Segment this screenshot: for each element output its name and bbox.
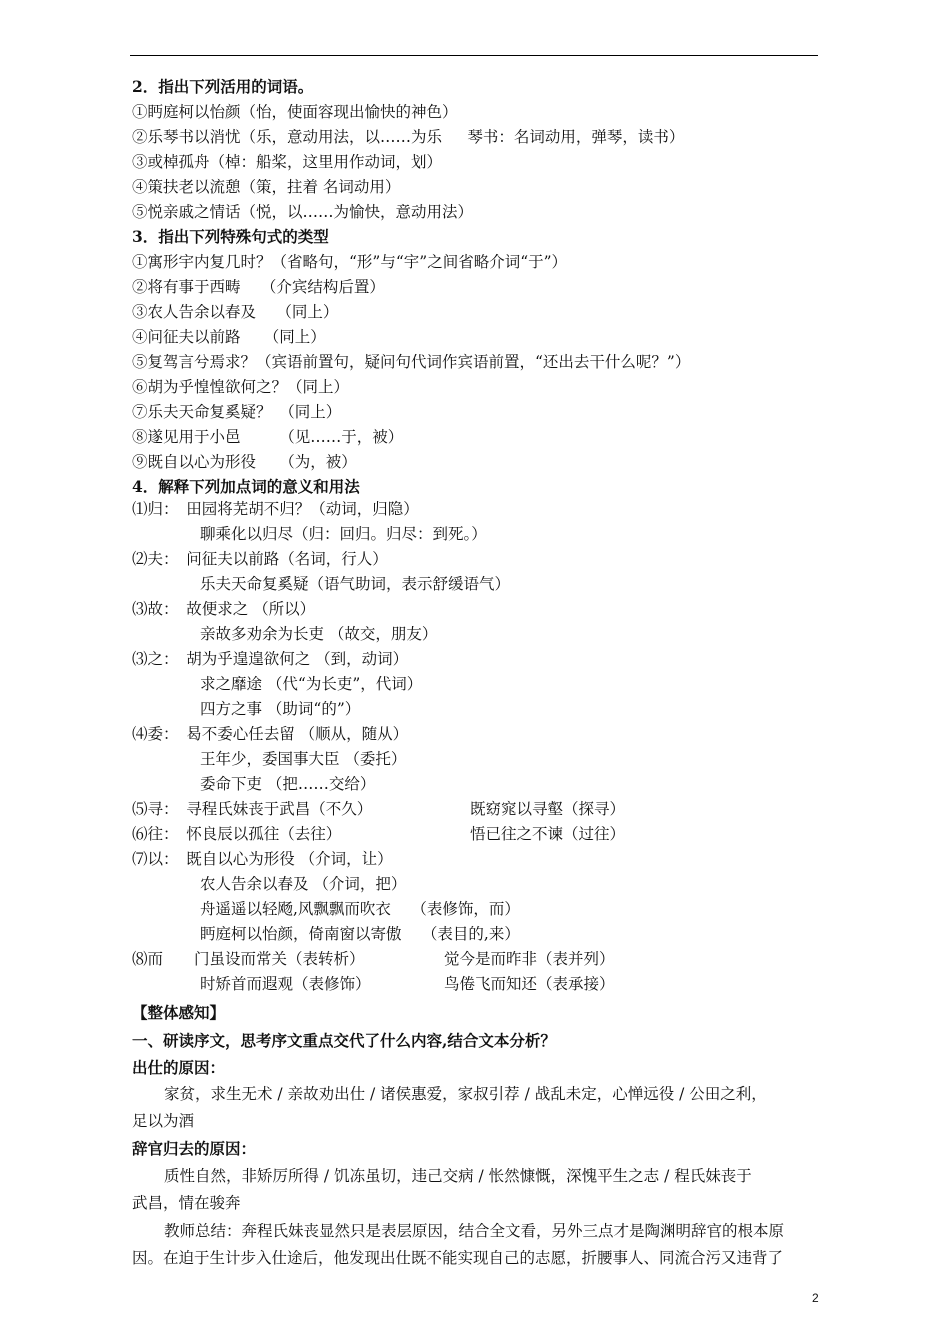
text-line: 武昌，情在骏奔	[132, 1194, 241, 1212]
text-line: 悟已往之不谏（过往）	[470, 825, 626, 843]
text-line: ⑺以： 既自以心为形役 （介词，让）	[132, 850, 393, 868]
text-line: ⑥胡为乎惶惶欲何之？（同上）	[132, 378, 350, 396]
text-line: 因。在迫于生计步入仕途后，他发现出仕既不能实现自己的志愿，折腰事人、同流合污又违背了	[132, 1249, 784, 1267]
text-line: ⑶之： 胡为乎遑遑欲何之 （到，动词）	[132, 650, 409, 668]
section-heading: 4．解释下列加点词的意义和用法	[132, 477, 360, 496]
text-line: 家贫，求生无术 / 亲故劝出仕 / 诸侯惠爱，家叔引荐 / 战乱未定，心惮远役 / 公田之利，	[164, 1085, 767, 1103]
text-line: 亲故多劝余为长吏 （故交，朋友）	[200, 625, 438, 643]
header-rule	[130, 55, 818, 56]
section-heading: 【整体感知】	[132, 1003, 226, 1022]
text-line: ⑦乐夫天命复奚疑？ （同上）	[132, 403, 342, 421]
text-line: ⑤复驾言兮焉求？（宾语前置句，疑问句代词作宾语前置，“还出去干什么呢？”）	[132, 353, 691, 371]
text-line: ⑷委： 曷不委心任去留 （顺从，随从）	[132, 725, 409, 743]
text-line: 觉今是而昨非（表并列）	[444, 950, 615, 968]
section-heading: 一、研读序文，思考序文重点交代了什么内容,结合文本分析？	[132, 1031, 556, 1050]
text-line: 求之靡途 （代“为长吏”，代词）	[200, 675, 423, 693]
text-line: ①寓形宇内复几时？（省略句，“形”与“宇”之间省略介词“于”）	[132, 253, 568, 271]
text-line: ③农人告余以春及 （同上）	[132, 303, 339, 321]
text-line: ①眄庭柯以怡颜（怡，使面容现出愉快的神色）	[132, 103, 458, 121]
text-line: ⑸寻： 寻程氏妹丧于武昌（不久）	[132, 800, 373, 818]
text-line: 四方之事 （助词“的”）	[200, 700, 361, 718]
text-line: 聊乘化以归尽（归：回归。归尽：到死。）	[200, 525, 487, 543]
text-line: 教师总结：奔程氏妹丧显然只是表层原因，结合全文看，另外三点才是陶渊明辞官的根本原	[164, 1222, 785, 1240]
text-line: ②将有事于西畴 （介宾结构后置）	[132, 278, 385, 296]
text-line: ⑴归： 田园将芜胡不归？（动词，归隐）	[132, 500, 419, 518]
text-line: 质性自然，非矫厉所得 / 饥冻虽切，违己交病 / 怅然慷慨，深愧平生之志 / 程氏妹丧于	[164, 1167, 752, 1185]
text-line: ⑵夫： 问征夫以前路（名词，行人）	[132, 550, 388, 568]
text-line: ④策扶老以流憩（策，拄着 名词动用）	[132, 178, 401, 196]
section-heading: 辞官归去的原因：	[132, 1139, 257, 1158]
text-line: 乐夫天命复奚疑（语气助词，表示舒缓语气）	[200, 575, 511, 593]
text-line: 委命下吏 （把……交给）	[200, 775, 376, 793]
text-line: 农人告余以春及 （介词，把）	[200, 875, 407, 893]
text-line: ⑤悦亲戚之情话（悦，以……为愉快，意动用法）	[132, 203, 474, 221]
text-line: 时矫首而遐观（表修饰）	[200, 975, 371, 993]
text-line: ③或棹孤舟（棹：船桨，这里用作动词，划）	[132, 153, 443, 171]
page-number: 2	[812, 1291, 819, 1305]
text-line: ⑻而 门虽设而常关（表转析）	[132, 950, 365, 968]
text-line: 舟遥遥以轻飏,风飘飘而吹衣 （表修饰，而）	[200, 900, 520, 918]
text-line: ⑶故： 故便求之 （所以）	[132, 600, 316, 618]
text-line: ④问征夫以前路 （同上）	[132, 328, 326, 346]
text-line: 王年少，委国事大臣 （委托）	[200, 750, 407, 768]
text-line: ②乐琴书以消忧（乐，意动用法，以……为乐 琴书：名词动用，弹琴，读书）	[132, 128, 685, 146]
text-line: ⑨既自以心为形役 （为，被）	[132, 453, 357, 471]
section-heading: 3．指出下列特殊句式的类型	[132, 227, 329, 246]
text-line: 既窈窕以寻壑（探寻）	[470, 800, 626, 818]
text-line: ⑹往： 怀良辰以孤往（去往）	[132, 825, 342, 843]
section-heading: 出仕的原因：	[132, 1058, 226, 1077]
text-line: 眄庭柯以怡颜，倚南窗以寄傲 （表目的,来）	[200, 925, 520, 943]
section-heading: 2．指出下列活用的词语。	[132, 77, 314, 96]
text-line: 足以为酒	[132, 1112, 195, 1130]
text-line: ⑧遂见用于小邑 （见……于，被）	[132, 428, 404, 446]
text-line: 鸟倦飞而知还（表承接）	[444, 975, 615, 993]
